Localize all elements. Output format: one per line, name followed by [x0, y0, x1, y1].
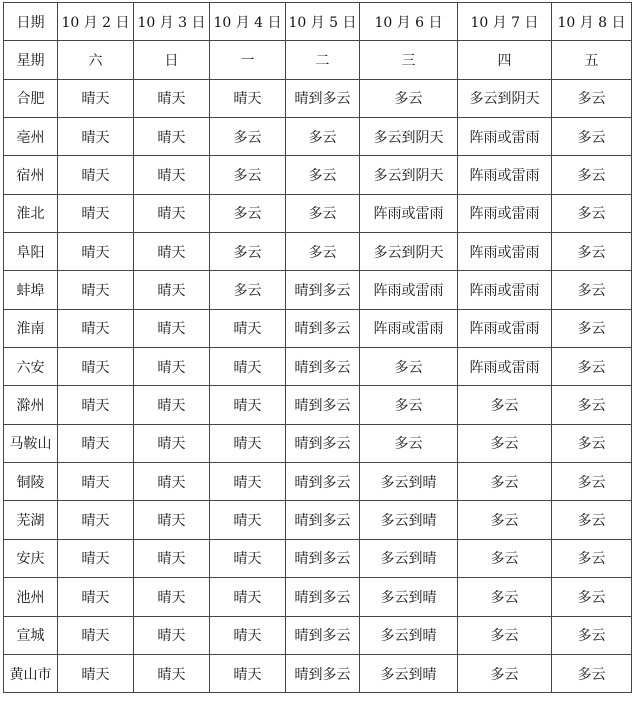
forecast-cell: 多云到晴	[360, 578, 458, 616]
forecast-cell: 晴到多云	[286, 463, 360, 501]
forecast-cell: 晴天	[210, 654, 286, 692]
forecast-cell: 晴到多云	[286, 616, 360, 654]
table-row	[4, 501, 632, 539]
forecast-cell: 多云	[552, 79, 632, 117]
table-row	[4, 233, 632, 271]
table-row	[4, 424, 632, 462]
forecast-cell: 阵雨或雷雨	[458, 233, 552, 271]
forecast-cell: 晴到多云	[286, 539, 360, 577]
weekday-cell: 三	[360, 41, 458, 79]
forecast-cell: 阵雨或雷雨	[360, 271, 458, 309]
forecast-cell: 多云	[210, 271, 286, 309]
table-row	[4, 654, 632, 692]
forecast-cell: 多云	[458, 539, 552, 577]
forecast-cell: 晴天	[58, 79, 134, 117]
forecast-cell: 晴天	[58, 271, 134, 309]
date-cell: 10 月 7 日	[458, 3, 552, 41]
date-cell: 10 月 2 日	[58, 3, 134, 41]
forecast-cell: 阵雨或雷雨	[360, 309, 458, 347]
date-cell: 10 月 6 日	[360, 3, 458, 41]
weekday-label: 星期	[4, 41, 58, 79]
forecast-cell: 晴天	[58, 348, 134, 386]
forecast-cell: 多云	[210, 156, 286, 194]
table-row	[4, 616, 632, 654]
date-cell: 10 月 3 日	[134, 3, 210, 41]
city-cell: 铜陵	[4, 463, 58, 501]
table-row	[4, 79, 632, 117]
forecast-cell: 多云	[210, 233, 286, 271]
forecast-cell: 多云	[458, 654, 552, 692]
forecast-cell: 晴到多云	[286, 501, 360, 539]
forecast-cell: 多云	[552, 348, 632, 386]
forecast-cell: 晴天	[58, 654, 134, 692]
header-weekday-row	[4, 41, 632, 79]
forecast-cell: 晴天	[134, 348, 210, 386]
forecast-cell: 晴天	[134, 654, 210, 692]
city-cell: 宣城	[4, 616, 58, 654]
date-cell: 10 月 5 日	[286, 3, 360, 41]
city-cell: 淮南	[4, 309, 58, 347]
forecast-cell: 晴到多云	[286, 79, 360, 117]
forecast-cell: 晴天	[210, 348, 286, 386]
date-label: 日期	[4, 3, 58, 41]
forecast-cell: 多云到晴	[360, 463, 458, 501]
forecast-cell: 多云	[360, 386, 458, 424]
forecast-cell: 多云到晴	[360, 654, 458, 692]
forecast-cell: 晴天	[134, 79, 210, 117]
city-cell: 宿州	[4, 156, 58, 194]
forecast-cell: 晴天	[58, 194, 134, 232]
forecast-table-container	[3, 2, 632, 693]
forecast-cell: 晴天	[134, 616, 210, 654]
forecast-cell: 晴天	[210, 309, 286, 347]
city-cell: 合肥	[4, 79, 58, 117]
forecast-cell: 多云	[458, 578, 552, 616]
forecast-cell: 晴到多云	[286, 654, 360, 692]
city-cell: 池州	[4, 578, 58, 616]
forecast-cell: 多云	[458, 463, 552, 501]
forecast-cell: 多云	[360, 424, 458, 462]
city-cell: 六安	[4, 348, 58, 386]
forecast-cell: 晴天	[58, 616, 134, 654]
forecast-cell: 阵雨或雷雨	[458, 194, 552, 232]
forecast-cell: 晴天	[134, 156, 210, 194]
forecast-cell: 晴天	[134, 463, 210, 501]
forecast-cell: 多云到阴天	[360, 118, 458, 156]
city-cell: 阜阳	[4, 233, 58, 271]
forecast-cell: 多云到阴天	[360, 233, 458, 271]
forecast-cell: 晴天	[210, 79, 286, 117]
forecast-cell: 多云	[552, 194, 632, 232]
date-cell: 10 月 8 日	[552, 3, 632, 41]
table-row	[4, 309, 632, 347]
forecast-cell: 阵雨或雷雨	[360, 194, 458, 232]
forecast-cell: 阵雨或雷雨	[458, 156, 552, 194]
forecast-cell: 多云	[458, 501, 552, 539]
city-cell: 蚌埠	[4, 271, 58, 309]
forecast-cell: 多云	[552, 156, 632, 194]
forecast-cell: 晴天	[210, 501, 286, 539]
date-cell: 10 月 4 日	[210, 3, 286, 41]
city-cell: 马鞍山	[4, 424, 58, 462]
forecast-cell: 多云到晴	[360, 501, 458, 539]
forecast-cell: 多云	[286, 194, 360, 232]
forecast-cell: 多云	[552, 271, 632, 309]
weekday-cell: 四	[458, 41, 552, 79]
forecast-cell: 晴天	[210, 578, 286, 616]
forecast-cell: 多云到阴天	[360, 156, 458, 194]
forecast-cell: 晴天	[58, 309, 134, 347]
table-row	[4, 118, 632, 156]
forecast-cell: 晴天	[134, 271, 210, 309]
forecast-cell: 晴到多云	[286, 424, 360, 462]
forecast-cell: 多云	[360, 79, 458, 117]
forecast-cell: 多云	[552, 539, 632, 577]
forecast-cell: 晴天	[210, 386, 286, 424]
forecast-cell: 多云	[458, 386, 552, 424]
header-date-row	[4, 3, 632, 41]
forecast-cell: 晴天	[58, 463, 134, 501]
forecast-cell: 晴天	[58, 501, 134, 539]
table-row	[4, 156, 632, 194]
table-row	[4, 271, 632, 309]
forecast-cell: 晴天	[58, 539, 134, 577]
forecast-cell: 晴天	[58, 424, 134, 462]
forecast-cell: 多云	[360, 348, 458, 386]
forecast-cell: 晴天	[134, 501, 210, 539]
forecast-cell: 多云	[458, 424, 552, 462]
weekday-cell: 六	[58, 41, 134, 79]
forecast-cell: 晴天	[58, 118, 134, 156]
forecast-cell: 多云	[552, 386, 632, 424]
table-row	[4, 578, 632, 616]
forecast-cell: 多云	[552, 309, 632, 347]
forecast-cell: 晴到多云	[286, 578, 360, 616]
forecast-cell: 晴天	[134, 578, 210, 616]
table-row	[4, 463, 632, 501]
forecast-cell: 阵雨或雷雨	[458, 118, 552, 156]
weather-forecast-table	[3, 2, 632, 693]
forecast-cell: 多云到晴	[360, 616, 458, 654]
forecast-cell: 晴天	[210, 539, 286, 577]
forecast-cell: 多云	[210, 194, 286, 232]
forecast-cell: 多云	[286, 118, 360, 156]
weekday-cell: 日	[134, 41, 210, 79]
forecast-cell: 晴天	[134, 539, 210, 577]
forecast-cell: 晴天	[134, 309, 210, 347]
forecast-cell: 多云	[552, 233, 632, 271]
city-cell: 黄山市	[4, 654, 58, 692]
forecast-cell: 晴天	[134, 424, 210, 462]
table-row	[4, 348, 632, 386]
forecast-cell: 晴天	[210, 424, 286, 462]
forecast-cell: 晴天	[58, 233, 134, 271]
forecast-cell: 多云	[286, 156, 360, 194]
forecast-cell: 多云	[552, 424, 632, 462]
forecast-cell: 晴天	[134, 194, 210, 232]
forecast-cell: 晴天	[134, 386, 210, 424]
forecast-cell: 阵雨或雷雨	[458, 348, 552, 386]
table-row	[4, 539, 632, 577]
forecast-cell: 多云到阴天	[458, 79, 552, 117]
city-cell: 芜湖	[4, 501, 58, 539]
forecast-cell: 晴天	[134, 233, 210, 271]
forecast-cell: 晴天	[210, 616, 286, 654]
forecast-cell: 多云	[552, 118, 632, 156]
table-row	[4, 194, 632, 232]
table-row	[4, 386, 632, 424]
weekday-cell: 二	[286, 41, 360, 79]
forecast-cell: 多云	[552, 578, 632, 616]
forecast-cell: 多云	[458, 616, 552, 654]
city-cell: 安庆	[4, 539, 58, 577]
forecast-cell: 阵雨或雷雨	[458, 271, 552, 309]
weekday-cell: 五	[552, 41, 632, 79]
forecast-cell: 晴到多云	[286, 271, 360, 309]
forecast-cell: 多云	[210, 118, 286, 156]
forecast-cell: 晴天	[58, 156, 134, 194]
weekday-cell: 一	[210, 41, 286, 79]
forecast-cell: 多云	[552, 654, 632, 692]
city-cell: 滁州	[4, 386, 58, 424]
city-cell: 淮北	[4, 194, 58, 232]
forecast-cell: 多云	[552, 616, 632, 654]
forecast-cell: 多云到晴	[360, 539, 458, 577]
forecast-cell: 晴到多云	[286, 309, 360, 347]
forecast-cell: 多云	[552, 463, 632, 501]
forecast-cell: 晴天	[58, 578, 134, 616]
forecast-cell: 多云	[286, 233, 360, 271]
forecast-cell: 晴到多云	[286, 348, 360, 386]
city-cell: 亳州	[4, 118, 58, 156]
forecast-cell: 晴到多云	[286, 386, 360, 424]
forecast-cell: 晴天	[134, 118, 210, 156]
forecast-cell: 阵雨或雷雨	[458, 309, 552, 347]
forecast-cell: 多云	[552, 501, 632, 539]
forecast-cell: 晴天	[58, 386, 134, 424]
forecast-cell: 晴天	[210, 463, 286, 501]
